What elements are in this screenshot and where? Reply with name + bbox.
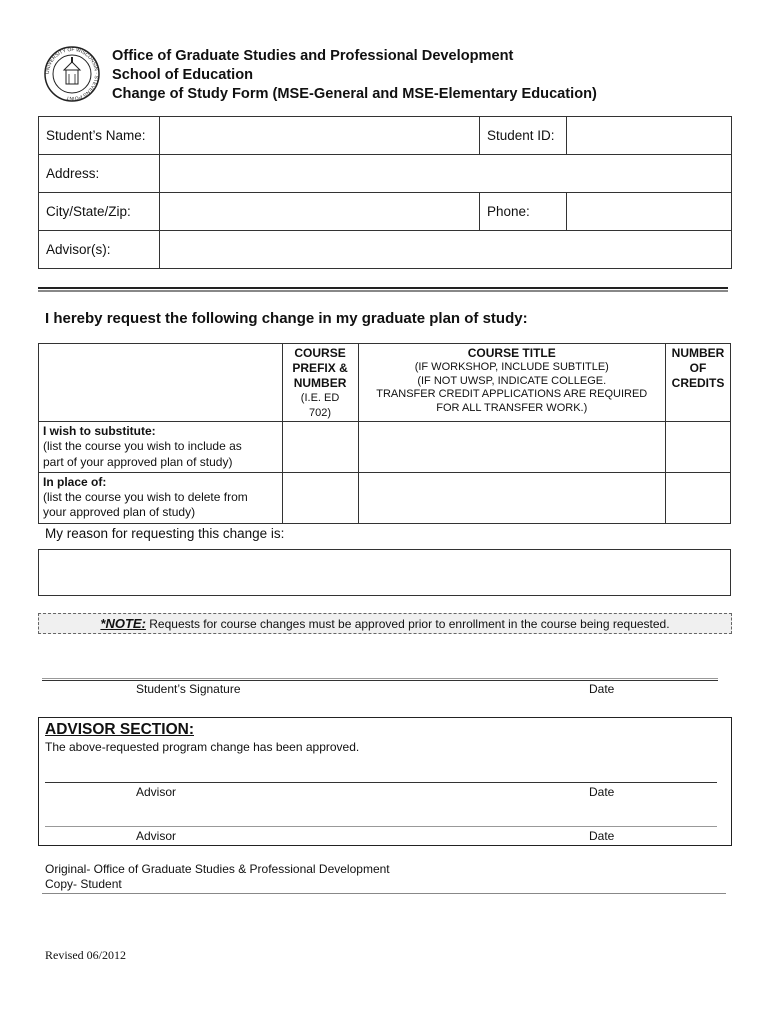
course-title-heading: COURSE TITLE — [467, 346, 556, 360]
city-state-zip-field[interactable] — [160, 193, 480, 231]
substitute-label-cell — [39, 422, 283, 473]
student-signature-line-top — [42, 678, 718, 679]
prefix-example-line: 702) — [309, 407, 332, 419]
course-prefix-header — [282, 344, 358, 422]
distribution-divider — [42, 893, 726, 894]
substitute-title-field[interactable] — [358, 422, 665, 473]
section-divider — [38, 287, 728, 289]
form-title: Change of Study Form (MSE-General and MSE-Elementary Education) — [112, 86, 597, 102]
student-date-label: Date — [589, 682, 615, 696]
reason-field[interactable] — [38, 549, 731, 596]
advisor-signature-line-1[interactable] — [45, 782, 717, 783]
course-title-note: FOR ALL TRANSFER WORK.) — [436, 401, 588, 414]
phone-label: Phone: — [480, 193, 567, 231]
inplace-label-cell — [39, 472, 283, 523]
advisor-label-1: Advisor — [136, 785, 177, 799]
course-title-note: TRANSFER CREDIT APPLICATIONS ARE REQUIRED — [376, 388, 648, 400]
form-header — [112, 47, 597, 104]
inplace-prefix-field[interactable] — [282, 472, 358, 523]
course-title-note: (IF NOT UWSP, INDICATE COLLEGE. — [417, 374, 607, 387]
distribution-original: Original- Office of Graduate Studies & Professional Development — [45, 862, 390, 876]
student-id-field[interactable] — [567, 117, 732, 155]
credits-header-line: NUMBER — [671, 346, 725, 360]
advisor-label-2: Advisor — [136, 829, 177, 843]
course-title-note: (IF WORKSHOP, INCLUDE SUBTITLE) — [414, 361, 609, 373]
note-title: *NOTE: — [100, 616, 146, 631]
substitute-credits-field[interactable] — [666, 422, 731, 473]
school-title: School of Education — [112, 67, 254, 83]
inplace-label: In place of: — [43, 474, 107, 489]
city-state-zip-label: City/State/Zip: — [39, 193, 160, 231]
section-divider-shadow — [38, 290, 728, 292]
course-change-table — [38, 343, 731, 524]
office-title: Office of Graduate Studies and Professional Development — [112, 48, 514, 64]
student-name-field[interactable] — [160, 117, 480, 155]
seal-text: UNIVERSITY OF WISCONSIN · STEVENS POINT — [44, 46, 100, 102]
substitute-label: I wish to substitute: — [43, 424, 156, 438]
student-name-label: Student’s Name: — [39, 117, 160, 155]
address-label: Address: — [39, 155, 160, 193]
university-seal-icon — [44, 46, 100, 102]
reason-label: My reason for requesting this change is: — [45, 526, 285, 541]
student-signature-line[interactable] — [42, 680, 718, 681]
credits-header-line: CREDITS — [671, 376, 725, 390]
advisor-label: Advisor(s): — [39, 231, 160, 269]
course-title-header — [358, 344, 665, 422]
credits-header — [666, 344, 731, 422]
substitute-note: (list the course you wish to include as — [43, 439, 242, 454]
revision-date: Revised 06/2012 — [45, 948, 126, 962]
note-banner — [38, 613, 732, 634]
student-info-table — [38, 116, 732, 269]
inplace-credits-field[interactable] — [666, 472, 731, 523]
advisor-date-label-2: Date — [589, 829, 615, 843]
phone-field[interactable] — [567, 193, 732, 231]
prefix-header-line: COURSE — [294, 346, 346, 360]
note-text: Requests for course changes must be approved prior to enrollment in the course being requested. — [145, 617, 670, 631]
inplace-note: your approved plan of study) — [43, 505, 196, 520]
advisor-date-label-1: Date — [589, 785, 615, 799]
credits-header-line: OF — [689, 361, 707, 375]
student-signature-label: Student’s Signature — [136, 682, 241, 696]
request-heading: I hereby request the following change in my graduate plan of study: — [45, 310, 528, 327]
inplace-title-field[interactable] — [358, 472, 665, 523]
prefix-header-line: PREFIX & — [292, 361, 348, 375]
inplace-note: (list the course you wish to delete from — [43, 490, 248, 505]
course-table-corner — [39, 344, 283, 422]
advisor-section-title: ADVISOR SECTION: — [45, 721, 194, 738]
advisor-field[interactable] — [160, 231, 732, 269]
advisor-signature-line-2[interactable] — [45, 826, 717, 827]
substitute-note: part of your approved plan of study) — [43, 454, 233, 469]
distribution-copy: Copy- Student — [45, 877, 122, 891]
approval-text: The above-requested program change has been approved. — [45, 740, 360, 754]
prefix-example-line: (I.E. ED — [300, 392, 340, 404]
substitute-prefix-field[interactable] — [282, 422, 358, 473]
address-field[interactable] — [160, 155, 732, 193]
prefix-header-line: NUMBER — [293, 376, 347, 390]
student-id-label: Student ID: — [480, 117, 567, 155]
